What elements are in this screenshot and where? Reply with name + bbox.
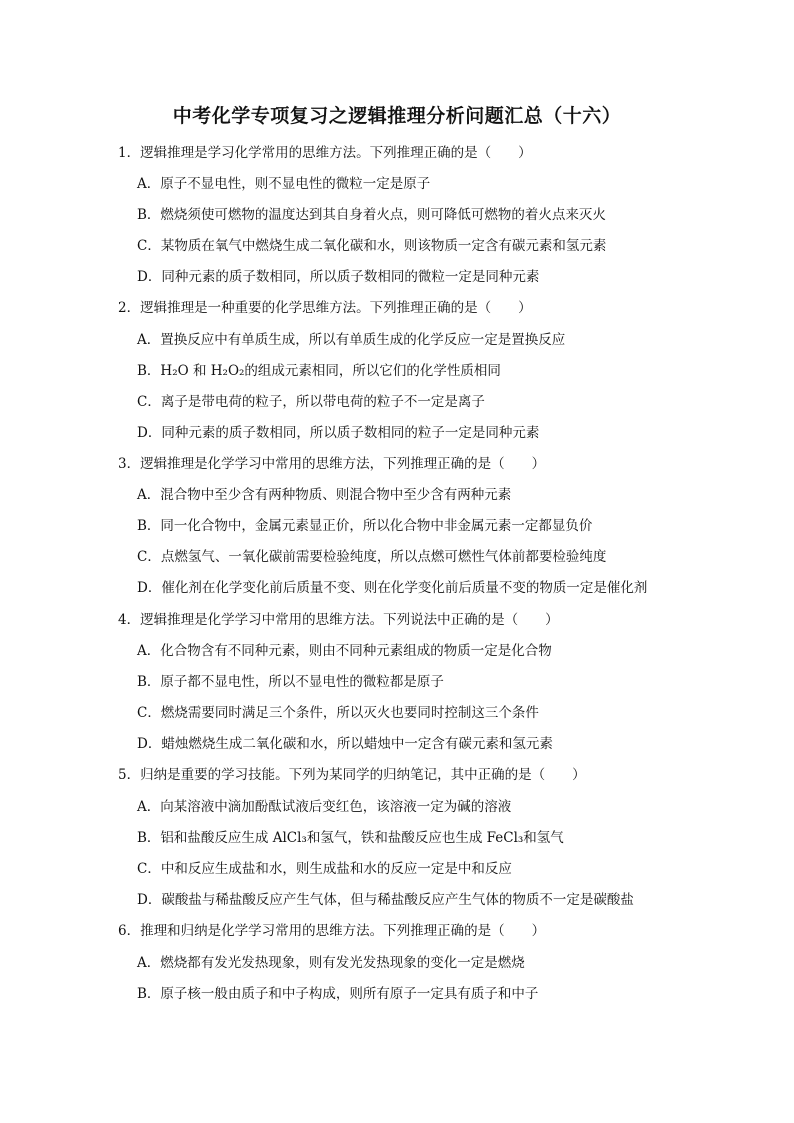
question-1-option-d: D．同种元素的质子数相同，所以质子数相同的微粒一定是同种元素 <box>137 269 540 285</box>
question-3-stem: 3．逻辑推理是化学学习中常用的思维方法，下列推理正确的是（ ） <box>118 456 546 472</box>
question-5-stem: 5．归纳是重要的学习技能。下列为某同学的归纳笔记，其中正确的是（ ） <box>118 767 586 783</box>
question-1-stem: 1．逻辑推理是学习化学常用的思维方法。下列推理正确的是（ ） <box>118 145 532 161</box>
question-4-option-b: B．原子都不显电性，所以不显电性的微粒都是原子 <box>137 674 444 690</box>
question-3-option-d: D．催化剂在化学变化前后质量不变、则在化学变化前后质量不变的物质一定是催化剂 <box>137 580 648 596</box>
question-2-stem: 2．逻辑推理是一种重要的化学思维方法。下列推理正确的是（ ） <box>118 300 532 316</box>
question-6-stem: 6．推理和归纳是化学学习常用的思维方法。下列推理正确的是（ ） <box>118 923 546 939</box>
question-6-option-b: B．原子核一般由质子和中子构成，则所有原子一定具有质子和中子 <box>137 986 539 1002</box>
question-4-option-a: A．化合物含有不同种元素，则由不同种元素组成的物质一定是化合物 <box>137 643 552 659</box>
question-2-option-a: A．置换反应中有单质生成，所以有单质生成的化学反应一定是置换反应 <box>137 332 566 348</box>
question-5-option-a: A．向某溶液中滴加酚酞试液后变红色，该溶液一定为碱的溶液 <box>137 799 512 815</box>
question-5-option-b: B．铝和盐酸反应生成 AlCl₃和氢气，铁和盐酸反应也生成 FeCl₃和氢气 <box>137 830 564 846</box>
document-title: 中考化学专项复习之逻辑推理分析问题汇总（十六） <box>172 105 622 127</box>
question-2-option-d: D．同种元素的质子数相同，所以质子数相同的粒子一定是同种元素 <box>137 425 540 441</box>
question-1-option-a: A．原子不显电性，则不显电性的微粒一定是原子 <box>137 176 431 192</box>
question-2-option-b: B．H₂O 和 H₂O₂的组成元素相同，所以它们的化学性质相同 <box>137 363 501 379</box>
question-5-option-d: D．碳酸盐与稀盐酸反应产生气体，但与稀盐酸反应产生气体的物质不一定是碳酸盐 <box>137 892 634 908</box>
question-4-option-c: C．燃烧需要同时满足三个条件，所以灭火也要同时控制这三个条件 <box>137 705 539 721</box>
question-3-option-a: A．混合物中至少含有两种物质、则混合物中至少含有两种元素 <box>137 487 512 503</box>
question-1-option-b: B．燃烧须使可燃物的温度达到其自身着火点，则可降低可燃物的着火点来灭火 <box>137 207 606 223</box>
question-1-option-c: C．某物质在氧气中燃烧生成二氧化碳和水，则该物质一定含有碳元素和氢元素 <box>137 238 607 254</box>
question-3-option-c: C．点燃氢气、一氧化碳前需要检验纯度，所以点燃可燃性气体前都要检验纯度 <box>137 549 607 565</box>
question-6-option-a: A．燃烧都有发光发热现象，则有发光发热现象的变化一定是燃烧 <box>137 955 525 971</box>
question-5-option-c: C．中和反应生成盐和水，则生成盐和水的反应一定是中和反应 <box>137 861 512 877</box>
question-2-option-c: C．离子是带电荷的粒子，所以带电荷的粒子不一定是离子 <box>137 394 485 410</box>
question-4-stem: 4．逻辑推理是化学学习中常用的思维方法。下列说法中正确的是（ ） <box>118 612 559 628</box>
question-3-option-b: B．同一化合物中，金属元素显正价，所以化合物中非金属元素一定都显负价 <box>137 518 593 534</box>
question-4-option-d: D．蜡烛燃烧生成二氧化碳和水，所以蜡烛中一定含有碳元素和氢元素 <box>137 736 553 752</box>
